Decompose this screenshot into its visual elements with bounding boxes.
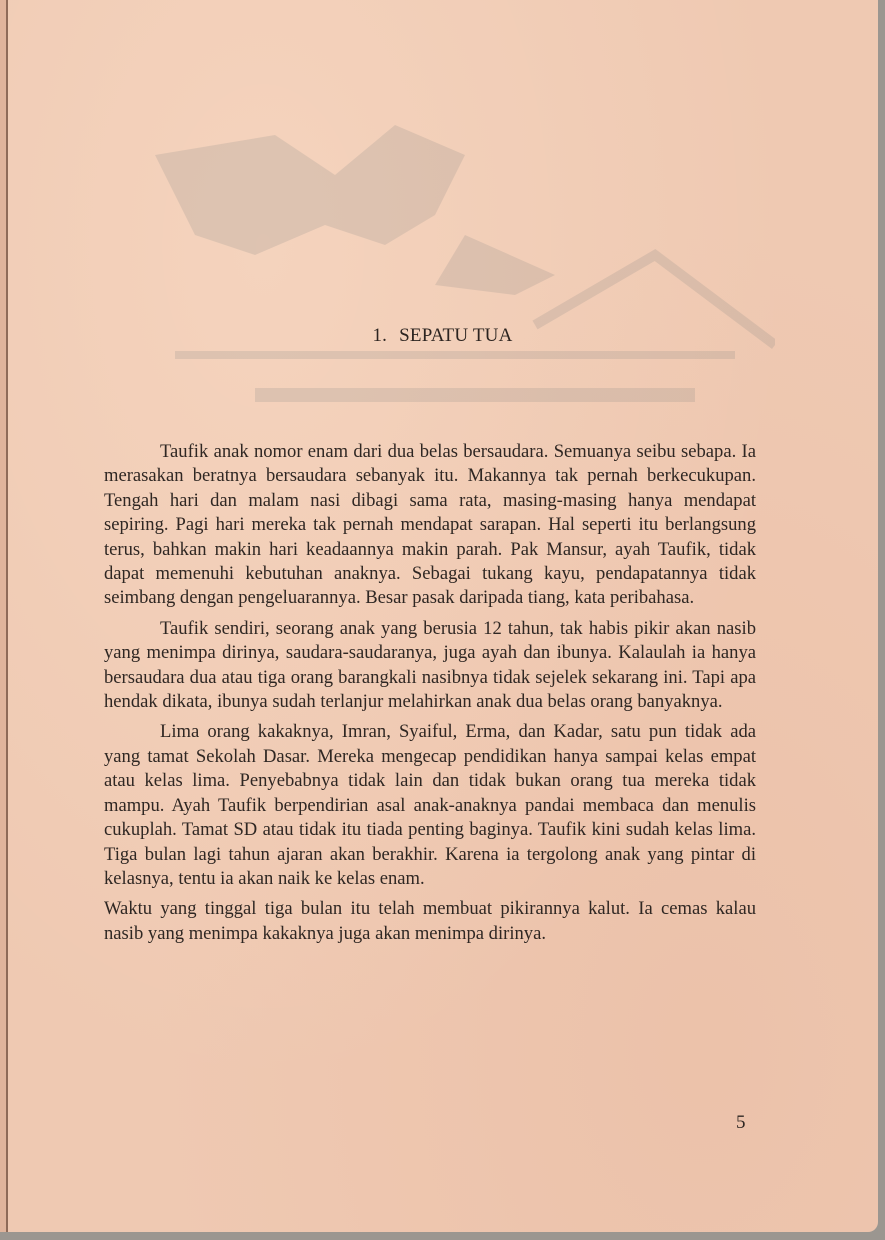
spine-line (6, 0, 8, 1232)
paragraph: Waktu yang tinggal tiga bulan itu telah membuat pikirannya kalut. Ia cemas kalau nasib yang menimpa kakaknya juga akan menimpa dirinya. (104, 898, 756, 944)
paragraph: Taufik sendiri, seorang anak yang berusia 12 tahun, tak habis pikir akan nasib yang menimpa dirinya, saudara-saudaranya, juga ayah dan ibunya. Kalaulah ia hanya bersaudara dua atau tiga orang barangkali nasibnya tidak sejelek sekarang ini. Tapi apa hendak dikata, ibunya sudah terlanjur melahirkan anak dua belas orang banyaknya. (104, 617, 756, 713)
body-text (104, 440, 756, 952)
chapter-title (0, 325, 885, 347)
bleed-through-illustration (135, 95, 775, 425)
chapter-number: 1. (372, 325, 388, 346)
chapter-title-text: SEPATU TUA (399, 325, 513, 346)
paragraph: Taufik anak nomor enam dari dua belas bersaudara. Semuanya seibu sebapa. Ia merasakan beratnya bersaudara sebanyak itu. Makannya tak pernah berkecukupan. Tengah hari dan malam nasi dibagi sama rata, masing-masing hanya mendapat sepiring. Pagi hari mereka tak pernah mendapat sarapan. Hal seperti itu berlangsung terus, bahkan makin hari keadaannya makin parah. Pak Mansur, ayah Taufik, tidak dapat memenuhi kebutuhan anaknya. Sebagai tukang kayu, pendapatannya tidak seimbang dengan pengeluarannya. Besar pasak daripada tiang, kata peribahasa. (104, 441, 756, 609)
paragraph: Lima orang kakaknya, Imran, Syaiful, Erma, dan Kadar, satu pun tidak ada yang tamat Sekolah Dasar. Mereka mengecap pendidikan hanya sampai kelas empat atau kelas lima. Penyebabnya tidak lain dan tidak bukan orang tua mereka tidak mampu. Ayah Taufik berpendirian asal anak-anaknya pandai membaca dan menulis cukuplah. Tamat SD atau tidak itu tiada penting baginya. Taufik kini sudah kelas lima. Tiga bulan lagi tahun ajaran akan berakhir. Karena ia tergolong anak yang pintar di kelasnya, tentu ia akan naik ke kelas enam. (104, 721, 756, 889)
page-number: 5 (736, 1112, 746, 1133)
